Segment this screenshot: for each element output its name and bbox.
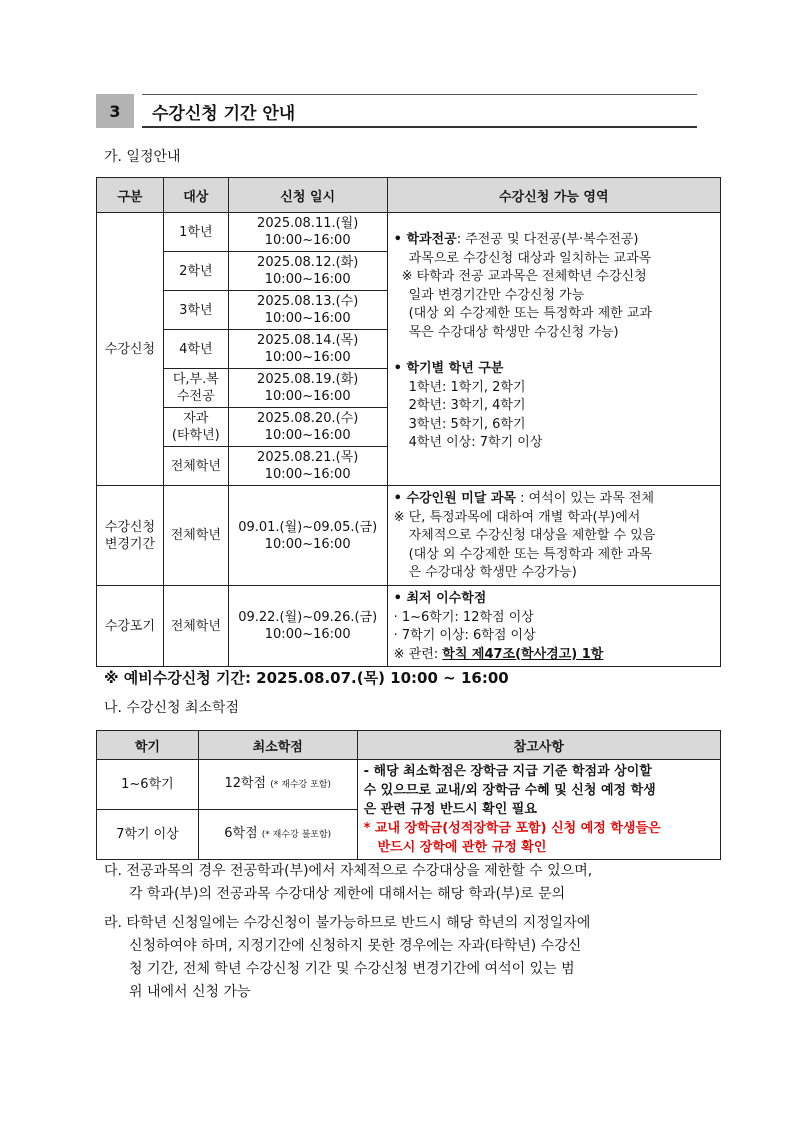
area-cell-change: • 수강인원 미달 과목 : 여석이 있는 과목 전체 ※ 단, 특정과목에 대하여 개별 학과(부)에서 자체적으로 수강신청 대상을 제한할 수 있음 (대상 외 수강제한 또는 특정학과 제한 과목 은 수강대상 학생만 수강가능): [387, 486, 720, 586]
area-cell-withdraw: • 최저 이수학점 · 1~6학기: 12학점 이상 · 7학기 이상: 6학점 이상 ※ 관련: 학칙 제47조(학사경고) 1항: [387, 586, 720, 667]
section-header: [96, 94, 697, 128]
credit-table: [96, 730, 721, 860]
section-number: 3: [96, 94, 134, 128]
target-cell: 전체학년: [163, 586, 228, 667]
subheading-min-credits: 나. 수강신청 최소학점: [104, 700, 240, 716]
target-cell: 3학년: [163, 291, 228, 330]
datetime-cell: 09.01.(월)~09.05.(금) 10:00~16:00: [228, 486, 387, 586]
target-cell: 전체학년: [163, 486, 228, 586]
datetime-cell: 2025.08.21.(목) 10:00~16:00: [228, 447, 387, 486]
header-area: 수강신청 가능 영역: [387, 178, 720, 213]
paragraph-other-grade: 라. 타학년 신청일에는 수강신청이 불가능하므로 반드시 해당 학년의 지정일자에 신청하여야 하며, 지정기간에 신청하지 못한 경우에는 자과(타학년) 수강신 청 기간, 전체 학년 수강신청 기간 및 수강신청 변경기간에 여석이 있는 범 위 내에서 신청 가능: [104, 915, 591, 1000]
category-withdraw: 수강포기: [97, 586, 164, 667]
datetime-cell: 2025.08.14.(목) 10:00~16:00: [228, 330, 387, 369]
datetime-cell: 2025.08.11.(월) 10:00~16:00: [228, 213, 387, 252]
datetime-cell: 2025.08.20.(수) 10:00~16:00: [228, 408, 387, 447]
header-datetime: 신청 일시: [228, 178, 387, 213]
reference-cell: - 해당 최소학점은 장학금 지급 기준 학점과 상이할 수 있으므로 교내/외 장학금 수혜 및 신청 예정 학생 은 관련 규정 반드시 확인 필요 * 교내 장학금(성적장학금 포함) 신청 예정 학생들은 반드시 장학에 관한 규정 확인: [357, 760, 720, 860]
target-cell: 4학년: [163, 330, 228, 369]
header-reference: 참고사항: [357, 731, 720, 760]
header-credit: 최소학점: [198, 731, 357, 760]
section-title: 수강신청 기간 안내: [152, 103, 296, 124]
credit-cell: 12학점 (* 재수강 포함): [198, 760, 357, 810]
pre-registration-note: ※ 예비수강신청 기간: 2025.08.07.(목) 10:00 ~ 16:00: [104, 669, 509, 687]
header-category: 구분: [97, 178, 164, 213]
datetime-cell: 2025.08.13.(수) 10:00~16:00: [228, 291, 387, 330]
target-cell: 전체학년: [163, 447, 228, 486]
term-cell: 1~6학기: [97, 760, 199, 810]
category-registration: 수강신청: [97, 213, 164, 486]
datetime-cell: 2025.08.12.(화) 10:00~16:00: [228, 252, 387, 291]
datetime-cell: 09.22.(월)~09.26.(금) 10:00~16:00: [228, 586, 387, 667]
target-cell: 1학년: [163, 213, 228, 252]
category-change-period: 수강신청 변경기간: [97, 486, 164, 586]
area-cell-registration: • 학과전공: 주전공 및 다전공(부·복수전공) 과목으로 수강신청 대상과 일치하는 교과목 ※ 타학과 전공 교과목은 전체학년 수강신청 일과 변경기간만 수강신청 가능 (대상 외 수강제한 또는 특정학과 제한 교과 목은 수강대상 학생만 수강신청 가능) • 학기별 학년 구분 1학년: 1학기, 2학기 2학년: 3학기, 4학기 3학년: 5학기, 6학기 4학년 이상: 7학기 이상: [387, 213, 720, 486]
target-cell: 다,부.복 수전공: [163, 369, 228, 408]
datetime-cell: 2025.08.19.(화) 10:00~16:00: [228, 369, 387, 408]
header-target: 대상: [163, 178, 228, 213]
target-cell: 자과 (타학년): [163, 408, 228, 447]
credit-cell: 6학점 (* 재수강 불포함): [198, 810, 357, 860]
schedule-table: [96, 177, 721, 667]
paragraph-major-restriction: 다. 전공과목의 경우 전공학과(부)에서 자체적으로 수강대상을 제한할 수 있으며, 각 학과(부)의 전공과목 수강대상 제한에 대해서는 해당 학과(부)로 문의: [104, 863, 593, 902]
subheading-schedule: 가. 일정안내: [104, 149, 181, 165]
regulation-link[interactable]: 학칙 제47조(학사경고) 1항: [442, 646, 604, 662]
term-cell: 7학기 이상: [97, 810, 199, 860]
header-term: 학기: [97, 731, 199, 760]
target-cell: 2학년: [163, 252, 228, 291]
